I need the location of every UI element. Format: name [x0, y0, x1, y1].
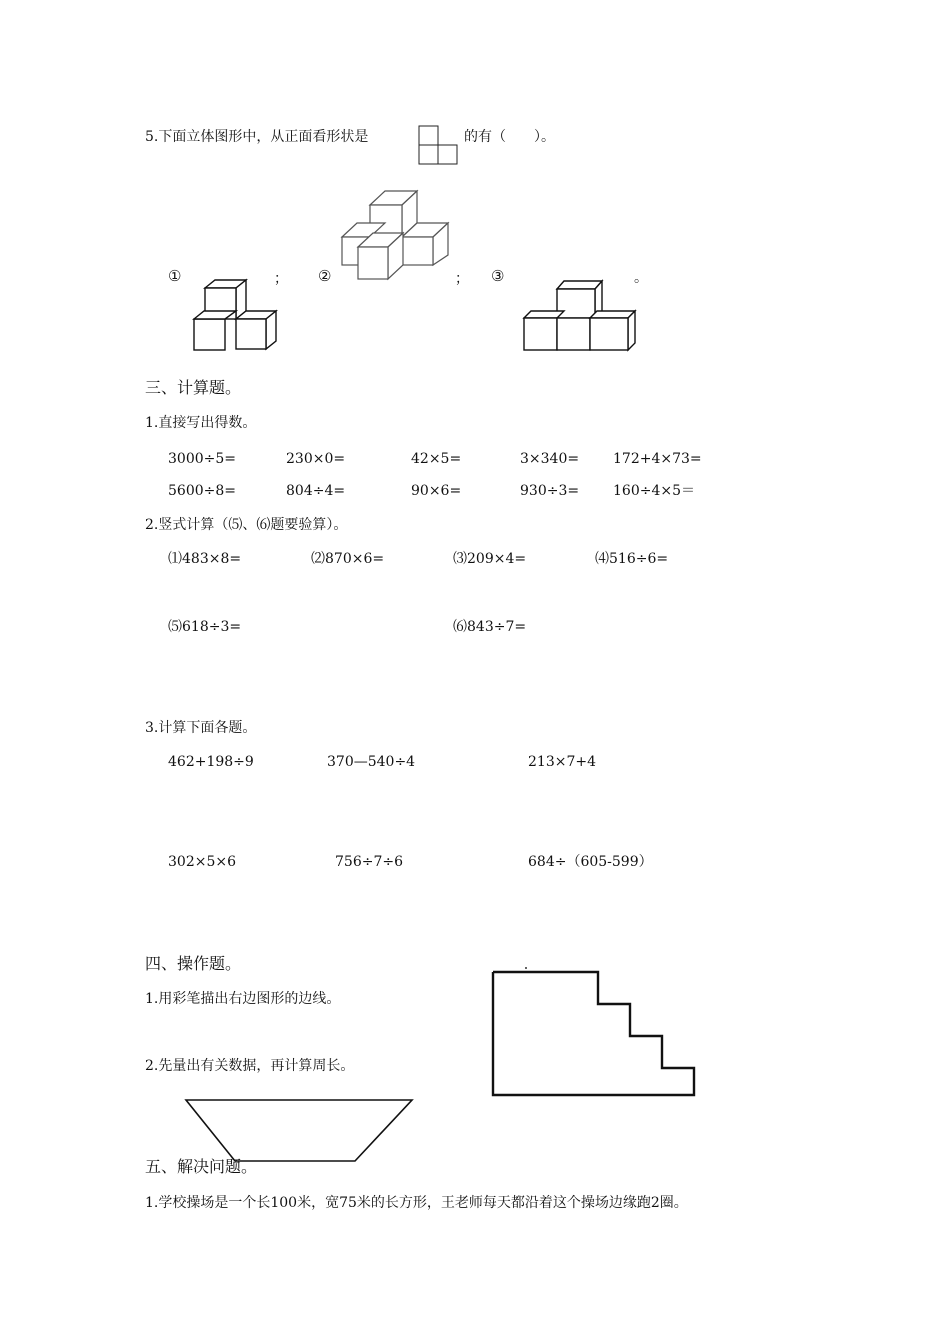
vertical-calc-item: ⑴483×8=	[168, 551, 242, 567]
vertical-calc-item: ⑸618÷3=	[168, 619, 242, 635]
trapezoid-shape	[183, 1097, 415, 1165]
vertical-calc-item: ⑶209×4=	[453, 551, 527, 567]
section5-title: 五、解决问题。	[145, 1157, 258, 1176]
mental-calc-item: 3×340=	[520, 451, 580, 467]
expression-item: 684÷（605-599）	[528, 854, 653, 870]
front-view-icon	[418, 125, 460, 165]
expression-item: 756÷7÷6	[335, 854, 403, 870]
cube-figure-3	[520, 280, 640, 352]
vertical-calc-item: ⑷516÷6=	[595, 551, 669, 567]
section4-title: 四、操作题。	[145, 954, 242, 973]
vertical-calc-item: ⑹843÷7=	[453, 619, 527, 635]
mental-calc-item: 90×6=	[411, 483, 462, 499]
section3-q1-label: 1.直接写出得数。	[145, 415, 257, 431]
mental-calc-item: 172+4×73=	[613, 451, 702, 467]
mental-calc-item: 804÷4=	[286, 483, 346, 499]
staircase-shape	[490, 965, 700, 1097]
separator-1: ；	[274, 271, 288, 287]
expression-item: 213×7+4	[528, 754, 596, 770]
expression-item: 302×5×6	[168, 854, 236, 870]
section3-title: 三、计算题。	[145, 378, 242, 397]
section4-q2: 2.先量出有关数据，再计算周长。	[145, 1058, 355, 1074]
cube-figure-2	[340, 190, 450, 282]
mental-calc-item: 5600÷8=	[168, 483, 236, 499]
cube-figure-1	[190, 278, 280, 353]
q5-text-before: 5.下面立体图形中，从正面看形状是	[145, 129, 369, 145]
vertical-calc-item: ⑵870×6=	[311, 551, 385, 567]
mental-calc-item: 230×0=	[286, 451, 346, 467]
expression-item: 370—540÷4	[327, 754, 416, 770]
q5-text-after: 的有（ ）。	[464, 129, 555, 145]
section3-q2-label: 2.竖式计算（⑸、⑹题要验算）。	[145, 517, 348, 533]
separator-2: ；	[455, 271, 469, 287]
mental-calc-item: 160÷4×5＝	[613, 483, 695, 499]
option-end-mark: 。	[634, 270, 648, 286]
expression-item: 462+198÷9	[168, 754, 254, 770]
option-2-label: ②	[318, 267, 332, 285]
section4-q1: 1.用彩笔描出右边图形的边线。	[145, 991, 341, 1007]
option-1-label: ①	[168, 267, 182, 285]
section5-q1: 1.学校操场是一个长100米，宽75米的长方形，王老师每天都沿着这个操场边缘跑2圈。	[145, 1195, 688, 1211]
mental-calc-item: 42×5=	[411, 451, 462, 467]
mental-calc-item: 930÷3=	[520, 483, 580, 499]
option-3-label: ③	[491, 267, 505, 285]
mental-calc-item: 3000÷5=	[168, 451, 236, 467]
section3-q3-label: 3.计算下面各题。	[145, 720, 257, 736]
